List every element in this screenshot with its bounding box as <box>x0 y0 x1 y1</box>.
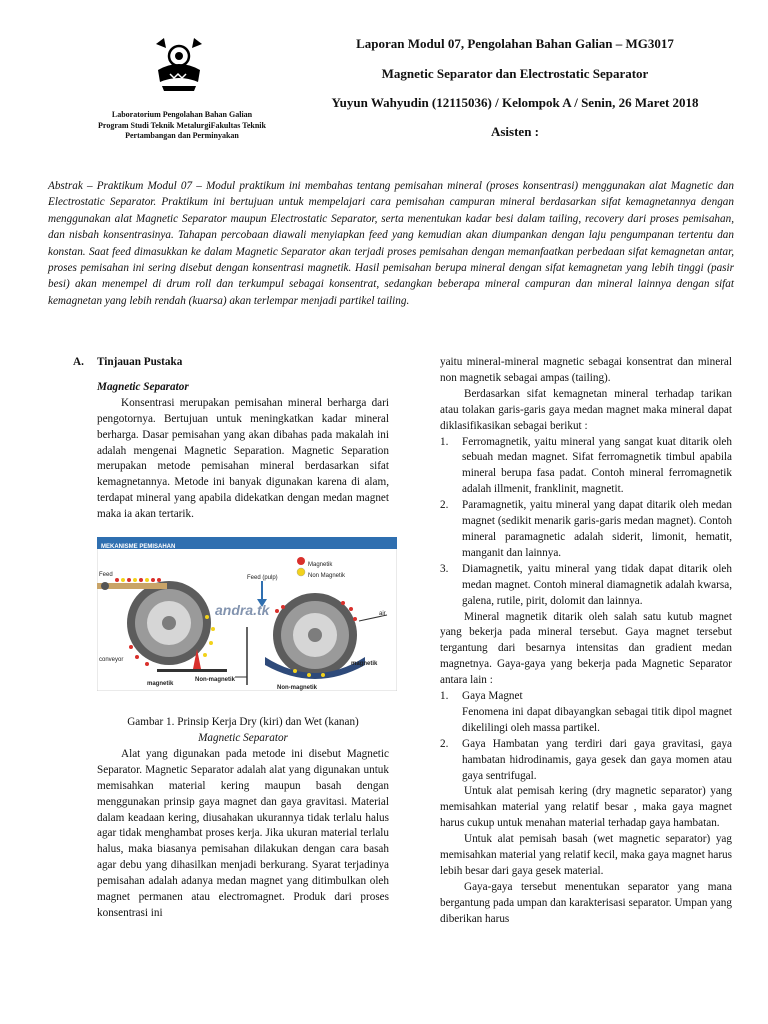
label-nonmagnetik-left: Non-magnetik <box>195 677 236 684</box>
list-item <box>440 737 732 785</box>
report-subtitle: Magnetic Separator dan Electrostatic Separator <box>381 66 649 81</box>
report-title: Laporan Modul 07, Pengolahan Bahan Galian – MG3017 <box>356 36 674 51</box>
section-heading <box>73 355 389 371</box>
list-item <box>440 689 732 737</box>
list-text: Gaya Hambatan yang terdiri dari gaya gravitasi, gaya hambatan hidrodinamis, gaya gesek dan gaya momen atau gaya sentrifugal. <box>462 737 732 782</box>
paragraph: Berdasarkan sifat kemagnetan mineral terhadap tarikan atau tolakan garis-garis gaya medan magnet maka mineral dapat diklasifikasikan sebagai berikut : <box>440 387 732 432</box>
list-text: Gaya Magnet <box>462 690 523 703</box>
label-air: air <box>379 611 386 618</box>
list-item <box>440 498 732 562</box>
caption-line-2: Magnetic Separator <box>198 731 288 744</box>
label-nonmagnetik-right: Non-magnetik <box>277 685 318 692</box>
label-feed: Feed <box>99 572 113 579</box>
lab-line: Pertambangan dan Perminyakan <box>125 131 239 140</box>
list-detail: Fenomena ini dapat dibayangkan sebagai titik dipol magnet dikelilingi oleh massa partikel. <box>462 705 732 734</box>
paragraph: Untuk alat pemisah basah (wet magnetic separator) yag memisahkan material yang relatif kecil, maka gaya magnet harus lebih besar dari gaya gesek material. <box>440 833 732 877</box>
list-number: 2. <box>440 737 449 750</box>
figure-caption <box>97 715 389 747</box>
paragraph: Konsentrasi merupakan pemisahan mineral berharga dari pengotornya. Bertujuan untuk meningkatkan kadar mineral berharga. Dasar pemisahan yang akan dibahas pada makalah ini adalah mengenai Magnetic Separation. Magnetic Separation merupakan metode pemisahan mineral berdasarkan sifat kemagnetannya. Metode ini banyak digunakan karena di alam, terdapat mineral yang apabila didekatkan dengan medan magnet maka ia akan tertarik. <box>97 396 389 521</box>
label-feed-pulp: Feed (pulp) <box>247 575 278 582</box>
list-text: Diamagnetik, yaitu mineral yang tidak dapat ditarik oleh medan magnet. Contoh mineral diamagnetik adalah kwarsa, galena, rutile, pirit, dolomit dan lainnya. <box>462 562 732 607</box>
paragraph: yaitu mineral-mineral magnetic sebagai konsentrat dan mineral non magnetik sebagai ampas (tailing). <box>440 356 732 384</box>
section-number: A. <box>73 356 84 368</box>
lab-line: Laboratorium Pengolahan Bahan Galian <box>111 110 253 119</box>
legend-nonmagnetic: Non Magnetik <box>308 573 346 580</box>
list-number: 1. <box>440 435 449 448</box>
legend-magnetic: Magnetik <box>308 562 333 569</box>
university-logo-icon <box>150 34 208 94</box>
subsection-title: Magnetic Separator <box>97 380 189 393</box>
label-magnetik-left: magnetik <box>147 681 174 688</box>
lab-affiliation <box>72 110 292 142</box>
list-item <box>440 435 732 499</box>
list-number: 2. <box>440 499 449 512</box>
left-column <box>73 355 389 922</box>
report-assistant: Asisten : <box>490 124 540 139</box>
list-text: Ferromagnetik, yaitu mineral yang sangat kuat ditarik oleh sebuah medan magnet. Sifat ferromagnetik timbul apabila mineral berupa fasa padat. Contoh mineral ferromagnetik adalah illmenit, franklinit, magnetit. <box>462 435 732 496</box>
legend-nonmagnetic-dot <box>297 568 305 576</box>
list-text: Paramagnetik, yaitu mineral yang dapat ditarik oleh medan magnet (sedikit menarik garis-garis medan magnet). Contoh mineral paramagnetic adalah siderit, limonit, hematit, manganit dan lainnya. <box>462 499 732 559</box>
paragraph: Untuk alat pemisah kering (dry magnetic separator) yang memisahkan material yang relatif besar , maka gaya magnet harus cukup untuk menahan material terhadap gaya hambatan. <box>440 785 732 830</box>
paragraph: Mineral magnetik ditarik oleh salah satu kutub magnet yang bekerja pada mineral tersebut. Gaya magnet tersebut tergantung dari besarnya intensitas dan gradient medan magnetnya. Gaya-gaya yang bekerja pada Magnetic Separator antara lain : <box>440 610 732 687</box>
list-number: 1. <box>440 690 449 703</box>
watermark: andra.tk <box>215 602 270 619</box>
legend-magnetic-dot <box>297 557 305 565</box>
paragraph: Gaya-gaya tersebut menentukan separator yang mana bergantung pada umpan dan karakterisasi separator. Umpan yang diberikan harus <box>440 880 732 925</box>
lab-line: Program Studi Teknik MetalurgiFakultas Teknik <box>98 120 266 130</box>
label-magnetik-right: magnetik <box>351 661 378 668</box>
list-item <box>440 562 732 610</box>
section-title: Tinjauan Pustaka <box>97 356 183 368</box>
list-number: 3. <box>440 562 449 575</box>
abstract: Abstrak – Praktikum Modul 07 – Modul praktikum ini membahas tentang pemisahan mineral (proses konsentrasi) menggunakan alat Magnetic dan Electrostatic Separator. Praktikum ini bertujuan untuk mempelajari cara pemisahan campuran mineral berdasarkan sifat kemagnetannya dengan menggunakan alat Magnetic Separator maupun Electrostatic Separator, serta menentukan kadar besi dalam tailing, recovery dari proses pemisahan, dan nisbah konsentrasinya. Tahapan percobaan diawali menyiapkan feed yang kemudian akan diumpankan dengan laju pengumpanan tertentu dan konstan. Saat feed dimasukkan ke dalam Magnetic Separator akan terjadi proses pemisahan dengan memanfaatkan perbedaan sifat kemagnetan antar, proses pemisahan ini sering disebut dengan konsentrasi magnetik. Hasil pemisahan berupa mineral dengan sifat kemagnetan yang lebih tinggi (pasir besi) akan menempel di drum roll dan terkumpul sebagai konsentrat, sedangkan beberapa mineral campuran dan mineral lainnya dengan sifat kemagnetan yang lebih rendah (kuarsa) akan terlempar menjadi partikel tailing. <box>48 180 734 307</box>
right-column <box>440 355 732 928</box>
figure-banner: MEKANISME PEMISAHAN <box>101 544 176 551</box>
label-conveyor: conveyor <box>99 657 124 664</box>
paragraph: Alat yang digunakan pada metode ini disebut Magnetic Separator. Magnetic Separator adalah alat yang digunakan untuk memisahkan material kering maupun basah dengan menggunakan prinsip gaya magnet dan gaya gravitasi. Material dalam keadaan kering, diusahakan ukurannya tidak terlalu halus agar tidak menghambat proses kerja. Jika ukuran material terlalu halus, maka biasanya pemisahan dilakukan dengan cara basah agar debu yang dihasilkan menjadi berkurang. Syarat terjadinya pemisahan adalah adanya medan magnet yang ditimbulkan oleh magnet permanen atau electromagnet. Produk dari proses konsentrasi ini <box>97 747 389 919</box>
figure-separator-diagram <box>97 537 397 691</box>
caption-line-1: Gambar 1. Prinsip Kerja Dry (kiri) dan Wet (kanan) <box>127 716 359 729</box>
report-author: Yuyun Wahyudin (12115036) / Kelompok A / Senin, 26 Maret 2018 <box>331 95 699 110</box>
